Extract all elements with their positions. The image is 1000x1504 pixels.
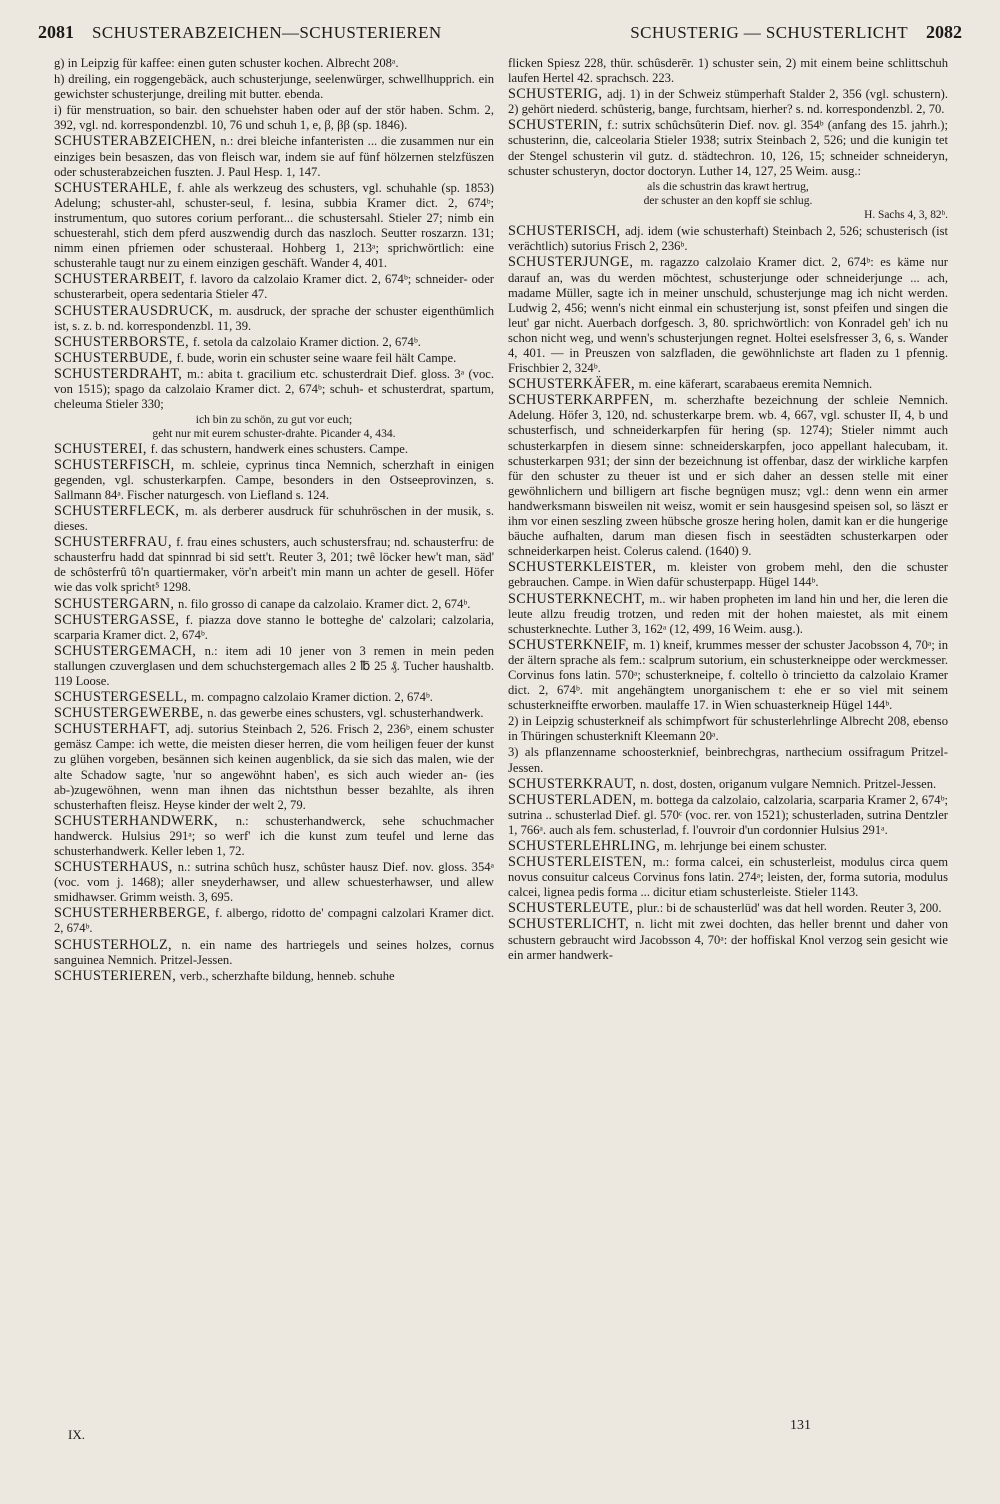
entry-text: f. albergo, ridotto de' compagni calzolari Kramer dict. 2, 674ᵇ. <box>54 906 494 936</box>
left-column <box>54 56 494 984</box>
signature-mark: IX. <box>68 1427 85 1442</box>
entry-lemma: SCHUSTERHOLZ, <box>54 936 182 953</box>
entry-lemma: SCHUSTERIG, <box>508 86 608 103</box>
quote-source: H. Sachs 4, 3, 82ᵇ. <box>864 209 948 222</box>
entry-lemma: SCHUSTERGASSE, <box>54 611 186 628</box>
entry-text: m. ragazzo calzolaio Kramer dict. 2, 674ᵇ: es käme nur darauf an, was du werden möchtest, schusterjunge oder schneiderjunge ... ach, madame Müller, sagte ich in meiner unschuld, schusterjunge mag ich nicht werden. Ludwig 2, 456; wenn's nicht einmal ein schusterjung ist, sonst pfeifen und singen die leut' gar nicht. Auerbach dorfgesch. 3, 80. sprichwörtlich: von Konradel geh' ich nu schon nicht weg, und wenn's schusterjungen regnet. Holtei eselsfresser 3, 6, s. Wander 4, 401. — in Preuszen von salzfladen, die gewöhnlichste art fladen zu 1 pfennig. Frischbier 2, 324ᵇ. <box>508 255 948 376</box>
dictionary-entry <box>54 906 494 936</box>
entry-lemma: SCHUSTERHERBERGE, <box>54 905 216 922</box>
entry-lemma: SCHUSTERIN, <box>508 117 608 134</box>
entry-text: n.: sutrina schûch husz, schûster hausz Dief. nov. gloss. 354ᵃ (voc. vom j. 1468); aller sneyderhawser, und allew schuesterhawser, und allew smidhawser. Grimm weisth. 3, 695. <box>54 860 495 905</box>
entry-lemma: SCHUSTERBUDE, <box>54 349 177 366</box>
entry-text: m. eine käferart, scarabaeus eremita Nemnich. <box>638 377 873 392</box>
entry-lemma: SCHUSTERLEHRLING, <box>508 838 664 854</box>
entry-lemma: SCHUSTERGESELL, <box>54 689 192 706</box>
verse-quote-line: als die schustrin das krawt hertrug, <box>647 179 809 193</box>
verse-quote-line: ich bin zu schön, zu gut vor euch; <box>195 413 353 427</box>
dictionary-entry <box>54 458 494 503</box>
dictionary-entry <box>508 638 948 713</box>
dictionary-entry <box>54 690 494 705</box>
entry-text: n.: drei bleiche infanteristen ... die zusammen nur ein einziges bein besaszen, das von fleisch war, indem sie auf fünf hölzernen stelzfüszen oder schusterabzeichen fuszten. J. Paul Hesp. 1, 147. <box>54 134 494 179</box>
entry-text: m.: abita t. gracilium etc. schusterdrait Dief. gloss. 3ᵃ (voc. von 1515); spago da calzolaio Kramer dict. 2, 674ᵇ; schuh- et schusterdrat, spartum, cheleuma Stieler 330; <box>54 366 495 412</box>
entry-lemma: SCHUSTERLEUTE, <box>508 900 638 917</box>
entry-text: i) für menstruation, so bair. den schuehster haben oder auf der stör haben. Schm. 2, 392, vgl. nd. korrespondenzbl. 10, 76 und schuh 1, e, β, ββ (sp. 1846). <box>54 103 494 133</box>
entry-lemma: SCHUSTERHAUS, <box>54 859 178 876</box>
dictionary-entry <box>508 255 948 376</box>
entry-lemma: SCHUSTERKNEIF, <box>508 636 633 653</box>
dictionary-entry <box>54 351 494 366</box>
entry-text: m. schleie, cyprinus tinca Nemnich, scherzhaft in einigen gegenden, vgl. schusterkarpfen. Campe, besonders in den Ostseeprovinzen, s. Sallmann 84ᵃ. Fischer naturgesch. von Liefland s. 124. <box>54 457 495 502</box>
entry-lemma: SCHUSTERISCH, <box>508 223 626 240</box>
entry-text: m. als derberer ausdruck für schuhröschen in der musik, s. dieses. <box>54 503 494 534</box>
dictionary-entry <box>508 777 948 792</box>
dictionary-entry <box>54 597 494 612</box>
entry-lemma: SCHUSTERAHLE, <box>54 179 178 196</box>
dictionary-entry <box>54 504 494 534</box>
entry-lemma: SCHUSTERKARPFEN, <box>508 392 665 409</box>
dictionary-entry <box>508 839 948 854</box>
entry-lemma: SCHUSTERLADEN, <box>508 791 641 808</box>
dictionary-entry <box>54 181 494 272</box>
dictionary-entry <box>54 722 494 813</box>
entry-text: m. kleister von grobem mehl, den die schuster gebrauchen. Campe. in Wien dafür schusterpapp. Hügel 144ᵇ. <box>508 560 948 590</box>
entry-text: f. ahle als werkzeug des schusters, vgl. schuhahle (sp. 1853) Adelung; schuster-ahl, schuster-seul, f. lesina, subbia Kramer dict. 2, 674ᵇ; instrumentum, quo sutores corium perforant... die schustersahl. Stieler 27; nimb ein schuesterahl, stich dem pferd auszwendig durch das naszloch. Seutter roszarzn. 131; nimm einen pfriemen oder schusteraal. Hohberg 1, 213ᵃ; sprichwörtlich: eine schusterahle taugt nur zu einem einzigen geschäft. Wander 4, 401. <box>54 180 494 271</box>
dictionary-entry <box>508 377 948 392</box>
entry-text: m.. wir haben propheten im land hin und her, die leren die leute allzu freudig trotzen, und reden mit der hohen maiestet, als mit einem schusterknechte. Luther 3, 162ᵃ (12, 499, 16 Weim. ausg.). <box>508 591 948 636</box>
dictionary-entry <box>508 592 948 637</box>
entry-text: f. frau eines schusters, auch schustersfrau; nd. schausterfru: de schausterfru hadd dat spinnrad bi sid sett't. Reuter 3, 201; twê löcker hew't man, säd' de schôsterfrû tô'n quartiermaker, vör'n arbeit't min mann un achter de gesell. Höfer wie das volk spricht⁵ 1298. <box>54 535 494 595</box>
dictionary-entry <box>54 860 494 905</box>
entry-text: n. das gewerbe eines schusters, vgl. schusterhandwerk. <box>207 706 484 721</box>
entry-text: adj. 1) in der Schweiz stümperhaft Stalder 2, 356 (vgl. schustern). 2) gehört niederd. schûsterig, bange, furchtsam, hierher? s. nd. korrespondenzbl. 2, 70. <box>508 87 948 117</box>
entry-text: adj. idem (wie schusterhaft) Steinbach 2, 526; schusterisch (ist verächtlich) sutorius Frisch 2, 236ᵇ. <box>508 224 949 254</box>
entry-text: h) dreiling, ein roggengebäck, auch schusterjunge, seelenwürger, schwellhupprich. ein gewichster schusterjunge, dreiling mit butter. ebenda. <box>54 72 494 102</box>
entry-lemma: SCHUSTEREI, <box>54 440 151 457</box>
entry-text: m.: forma calcei, ein schusterleist, modulus circa quem novus consuitur calceus Corvinus fons latin. 274ᵃ; leisten, der, forma sutoria, modulus calcei, lignea pedis forma ... dicitur etiam schusterleiste. Stieler 1143. <box>508 855 948 900</box>
header-right <box>630 22 962 43</box>
dictionary-entry <box>54 442 494 457</box>
dictionary-entry <box>54 706 494 721</box>
entry-lemma: SCHUSTERFLECK, <box>54 502 185 519</box>
entry-text: m. lehrjunge bei einem schuster. <box>663 839 827 853</box>
entry-text: n. dost, dosten, origanum vulgare Nemnich. Pritzel-Jessen. <box>639 776 937 791</box>
dictionary-entry <box>508 118 948 223</box>
entry-lemma: SCHUSTERHAFT, <box>54 721 176 738</box>
entry-lemma: SCHUSTERIEREN, <box>54 967 180 984</box>
entry-text: m. compagno calzolaio Kramer diction. 2, 674ᵇ. <box>191 690 433 705</box>
dictionary-entry <box>54 335 494 350</box>
entry-text: f. bude, worin ein schuster seine waare feil hält Campe. <box>176 350 457 365</box>
entry-text: 2) in Leipzig schusterkneif als schimpfwort für schusterlehrlinge Albrecht 208, ebenso in Thüringen schusterknift Kleemann 20ᵃ. <box>508 714 948 744</box>
entry-text: f. piazza dove stanno le botteghe de' calzolari; calzolaria, scarparia Kramer dict. 2, 674ᵇ. <box>54 612 494 642</box>
entry-text: m. ausdruck, der sprache der schuster eigenthümlich ist, s. z. b. nd. korrespondenzbl. 11, 39. <box>54 303 494 333</box>
entry-lemma: SCHUSTERGEWERBE, <box>54 705 208 722</box>
entry-text: m. 1) kneif, krummes messer der schuster Jacobsson 4, 70ᵃ; in der ältern sprache als fem.: scalprum sutorium, ein schusterkneippe oder werckmesser. Corvinus fons latin. 570ᵃ; schusterkneipe, f. coltello ò trincietto da calzolaio Kramer dict. 2, 674ᵇ. mit angehängtem unorganischem t: ehe er so viel mit seinem schusterkneiffte erworben. maulaffe 17. in Wien schuasterkneip Hügel 144ᵇ. <box>508 637 948 713</box>
entry-lemma: SCHUSTERAUSDRUCK, <box>54 302 219 319</box>
entry-text: m. scherzhafte bezeichnung der schleie Nemnich. Adelung. Höfer 3, 120, nd. schusterkarpe brem. wb. 4, 667, vgl. schuster II, 4, b und schusterfisch, und schneiderkarpfen für hering (sp. 1274); Stieler nimmt auch schusterkarpfen in diesem sinne: schneiderskarpfen, joco appellant halecubam, it. schusterkarpen 931; der sinn der bezeichnung ist offenbar, dasz der wirkliche karpfen für den schuster zu theuer ist und er sich daher an dessen stelle mit einer gewöhnlichern und billigern art fische begnügen musz; vgl.: denn wenn ein armer handwerksmann bisweilen nit weisz, womit er sein hausgesind speisen sol, so läszt er ihm vor einen seszling zween hübsche grosze hering holen, damit kan er die hungerige bäuche aufhalten, darum man diesen fisch in seestädten schusterkarpen oder schneiderkarpen heist. Colerus calend. (1640) 9. <box>508 393 948 559</box>
dictionary-entry <box>508 793 948 838</box>
left-running-head: SCHUSTERABZEICHEN—SCHUSTERIEREN <box>92 23 442 42</box>
entry-text: plur.: bi de schausterlüd' was dat hell worden. Reuter 3, 200. <box>637 901 942 916</box>
entry-text: n. ein name des hartriegels und seines holzes, cornus sanguinea Nemnich. Pritzel-Jessen. <box>54 937 494 967</box>
sheet-number: 131 <box>790 1418 811 1433</box>
entry-lemma: SCHUSTERHANDWERK, <box>54 812 236 829</box>
right-running-head: SCHUSTERIG — SCHUSTERLICHT <box>630 23 908 42</box>
entry-text: f. setola da calzolaio Kramer diction. 2, 674ᵇ. <box>192 334 421 349</box>
entry-text: n. licht mit zwei dochten, das heller brennt und daher von schustern gebraucht wird Jacobsson 4, 70ᵃ: der hoffiskal Knol verzog sein gesicht wie ein armer handwerk- <box>508 917 948 962</box>
entry-lemma: SCHUSTERDRAHT, <box>54 365 188 382</box>
entry-lemma: SCHUSTERGARN, <box>54 595 179 612</box>
entry-text: f.: sutrix schûchsûterin Dief. nov. gl. 354ᵇ (anfang des 15. jahrh.); schusterinn, die, calceolaria Stieler 1938; sutrix Steinbach 2, 526; und die kunigin tet der Stengel schusterin vil gutz. d. städtechron. 10, 126, 15; schneider schneideryn, schuster schusteryn, doctor doctoryn. Luther 14, 127, 25 Weim. ausg.: <box>508 118 948 178</box>
page-header <box>38 22 962 56</box>
dictionary-entry <box>54 367 494 441</box>
entry-text: m. bottega da calzolaio, calzolaria, scarparia Kramer 2, 674ᵇ; sutrina .. schusterlad Dief. gl. 570ᶜ (voc. rer. von 1521); schusterladen, sutrina Dentzler 1, 766ᵃ. auch als fem. schusterlad, f. l'ouvroir d'un cordonnier Hulsius 291ᵃ. <box>508 792 949 837</box>
entry-text: n. filo grosso di canape da calzolaio. Kramer dict. 2, 674ᵇ. <box>178 596 471 611</box>
dictionary-entry <box>54 134 494 179</box>
entry-text: n.: item adi 10 jener von 3 remen in mein peden stallungen czuverglasen und dem schuchstergemach alles 2 ℔ 25 ₰. Tucher haushaltb. 119 Loose. <box>54 643 494 688</box>
dictionary-entry <box>508 87 948 117</box>
right-page-number: 2082 <box>926 22 962 42</box>
entry-text: 3) als pflanzenname schoosterknief, beinbrechgras, narthecium ossifragum Pritzel-Jessen. <box>508 745 948 775</box>
dictionary-entry <box>54 103 494 133</box>
entry-text: flicken Spiesz 228, thür. schûsderēr. 1) schuster sein, 2) mit einem beine schlittschuh laufen Hertel 42. sprachsch. 223. <box>508 56 948 86</box>
entry-lemma: SCHUSTERGEMACH, <box>54 642 205 659</box>
entry-lemma: SCHUSTERABZEICHEN, <box>54 133 221 150</box>
entry-text: g) in Leipzig für kaffee: einen guten schuster kochen. Albrecht 208ᵃ. <box>54 56 399 70</box>
entry-lemma: SCHUSTERFISCH, <box>54 456 182 473</box>
right-column <box>508 56 948 963</box>
entry-text: verb., scherzhafte bildung, henneb. schuhe <box>179 968 395 983</box>
header-left <box>38 22 442 43</box>
entry-lemma: SCHUSTERFRAU, <box>54 534 177 551</box>
verse-quote-line: der schuster an den kopff sie schlug. <box>643 193 813 207</box>
entry-lemma: SCHUSTERKRAUT, <box>508 775 640 792</box>
entry-text: n.: schusterhandwerck, sehe schuchmacher handwerck. Hulsius 291ᵃ; so werf' ich die kunst zum teufel und lerne das schusterhandwerk. Keller leben 1, 72. <box>54 813 494 858</box>
dictionary-entry <box>54 814 494 859</box>
entry-lemma: SCHUSTERLEISTEN, <box>508 854 653 871</box>
dictionary-entry <box>54 613 494 643</box>
entry-lemma: SCHUSTERJUNGE, <box>508 254 641 271</box>
dictionary-entry <box>54 304 494 334</box>
entry-text: adj. sutorius Steinbach 2, 526. Frisch 2, 236ᵇ, einem schuster gemäsz Campe: ich wette, die meisten dieser herren, die vom heiligen feuer der kunst zu glühen vorgeben, besännen sich keinen augenblick, da sie sich das malen, wie der alte Schadow sagte, 'nur so angewöhnt haben', es sich auch wieder an- (ies ab-)zugewöhnen, wenn man ihnen das nichtsthun besser bezahlte, als ihren schusterhaften fleisz. Heyse kinder der welt 2, 79. <box>54 722 494 812</box>
dictionary-entry <box>54 72 494 102</box>
dictionary-entry <box>508 56 948 86</box>
entry-text: f. das schustern, handwerk eines schusters. Campe. <box>150 441 409 456</box>
verse-quote-line: geht nur mit eurem schuster-drahte. Picander 4, 434. <box>152 427 396 441</box>
dictionary-entry <box>54 938 494 968</box>
dictionary-entry <box>508 901 948 916</box>
entry-lemma: SCHUSTERKÄFER, <box>508 376 639 393</box>
dictionary-entry <box>54 969 494 984</box>
dictionary-entry <box>508 224 948 254</box>
entry-lemma: SCHUSTERLICHT, <box>508 916 636 933</box>
left-page-number: 2081 <box>38 22 74 42</box>
dictionary-entry <box>508 917 948 962</box>
dictionary-entry <box>54 535 494 595</box>
entry-text: f. lavoro da calzolaio Kramer dict. 2, 674ᵇ; schneider- oder schusterarbeit, opera sedentaria Stieler 47. <box>54 272 494 302</box>
dictionary-entry <box>508 714 948 744</box>
dictionary-entry <box>508 855 948 900</box>
dictionary-entry <box>508 393 948 559</box>
dictionary-entry <box>54 56 494 71</box>
entry-lemma: SCHUSTERKLEISTER, <box>508 559 667 576</box>
entry-lemma: SCHUSTERKNECHT, <box>508 590 650 607</box>
entry-lemma: SCHUSTERARBEIT, <box>54 271 190 288</box>
dictionary-entry <box>54 644 494 689</box>
entry-lemma: SCHUSTERBORSTE, <box>54 333 193 350</box>
dictionary-entry <box>508 745 948 775</box>
dictionary-entry <box>54 272 494 302</box>
dictionary-entry <box>508 560 948 590</box>
